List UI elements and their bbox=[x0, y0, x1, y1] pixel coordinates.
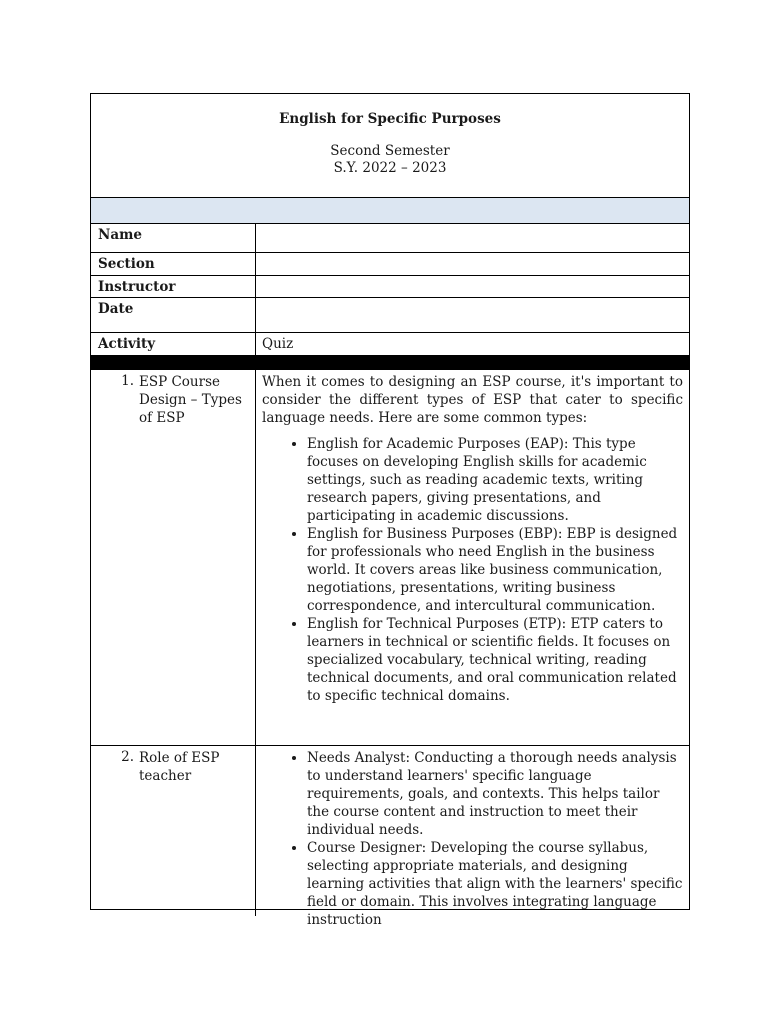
black-separator-row bbox=[91, 355, 689, 370]
question-row-2 bbox=[91, 746, 689, 928]
instructor-field[interactable] bbox=[256, 276, 689, 297]
answer-bullet-list bbox=[262, 749, 683, 929]
name-field[interactable] bbox=[256, 224, 689, 252]
semester-text: Second Semester bbox=[330, 143, 450, 159]
question-number: 1. bbox=[121, 373, 134, 389]
list-item: • English for Technical Purposes (ETP): ETP caters to learners in technical or scientific fields. It focuses on specialized vocabulary, technical writing, reading technical documents, and oral communication related to specific technical domains. bbox=[307, 615, 683, 705]
activity-value: Quiz bbox=[262, 336, 294, 352]
info-row-instructor bbox=[91, 276, 689, 298]
answer-intro: When it comes to designing an ESP course, it's important to consider the different types of ESP that cater to specific language needs. Here are some common types: bbox=[262, 374, 683, 426]
question-topic: Role of ESP teacher bbox=[139, 750, 220, 784]
quiz-sheet-table bbox=[90, 93, 690, 928]
list-item: • English for Academic Purposes (EAP): This type focuses on developing English skills for academic settings, such as reading academic texts, writing research papers, giving presentations, and participating in academic discussions. bbox=[307, 435, 683, 525]
info-label: Instructor bbox=[91, 276, 256, 297]
info-row-name bbox=[91, 224, 689, 253]
answer-cell bbox=[256, 370, 689, 745]
question-topic-cell bbox=[91, 370, 256, 745]
info-label: Activity bbox=[91, 333, 256, 355]
info-label: Date bbox=[91, 298, 256, 332]
answer-bullet-list bbox=[262, 435, 683, 705]
date-field[interactable] bbox=[256, 298, 689, 332]
shaded-separator-row bbox=[91, 198, 689, 224]
document-title: English for Specific Purposes bbox=[279, 111, 501, 127]
info-label: Name bbox=[91, 224, 256, 252]
list-item: • Needs Analyst: Conducting a thorough needs analysis to understand learners' specific language requirements, goals, and contexts. This helps tailor the course content and instruction to meet their individual needs. bbox=[307, 749, 683, 839]
document-header bbox=[91, 94, 689, 198]
school-year-text: S.Y. 2022 – 2023 bbox=[333, 160, 447, 176]
question-topic-cell bbox=[91, 746, 256, 916]
question-row-1 bbox=[91, 370, 689, 746]
info-row-section bbox=[91, 253, 689, 276]
list-item: • Course Designer: Developing the course syllabus, selecting appropriate materials, and designing learning activities that align with the learners' specific field or domain. This involves integrating language instruction bbox=[307, 839, 683, 929]
info-label: Section bbox=[91, 253, 256, 275]
section-field[interactable] bbox=[256, 253, 689, 275]
question-topic: ESP Course Design – Types of ESP bbox=[139, 374, 242, 426]
info-row-date bbox=[91, 298, 689, 333]
answer-cell bbox=[256, 746, 689, 928]
info-row-activity bbox=[91, 333, 689, 355]
list-item: • English for Business Purposes (EBP): EBP is designed for professionals who need English in the business world. It covers areas like business communication, negotiations, presentations, writing business correspondence, and intercultural communication. bbox=[307, 525, 683, 615]
question-number: 2. bbox=[121, 749, 134, 765]
